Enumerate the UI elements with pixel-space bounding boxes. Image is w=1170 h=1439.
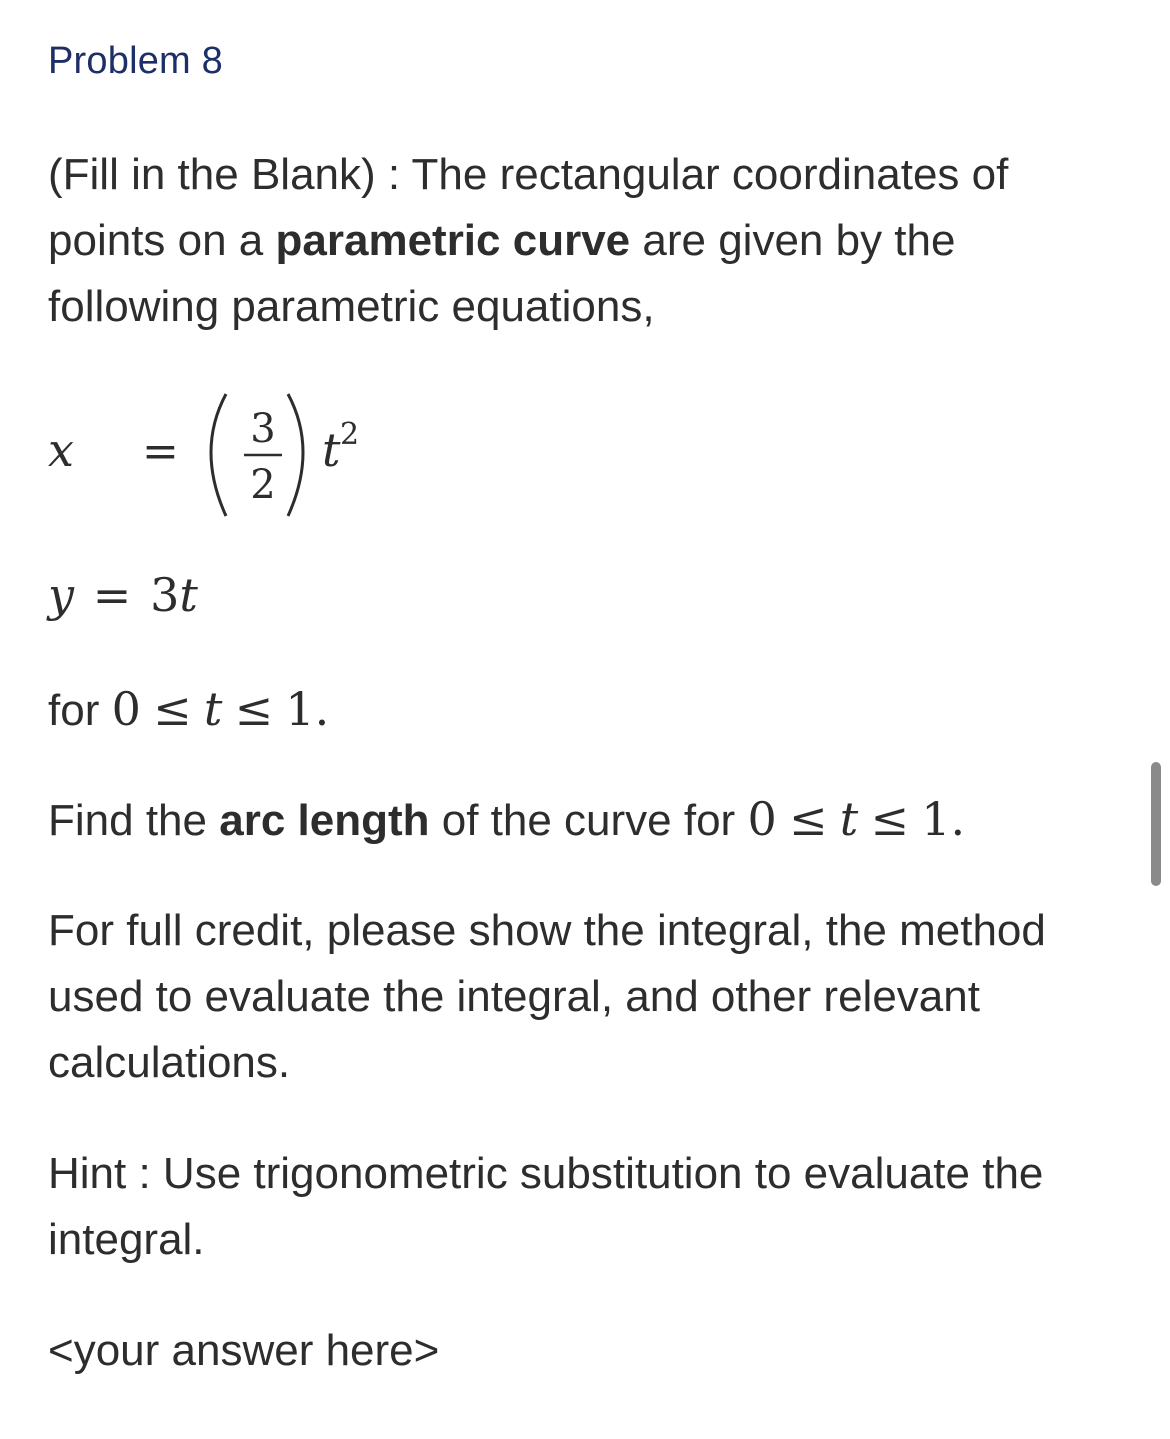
x-variable: x	[48, 423, 74, 477]
equation-x-svg	[48, 380, 448, 530]
y-t-variable: t	[179, 568, 198, 622]
range-leq-2: ≤	[234, 682, 274, 736]
range-upper: 1	[285, 682, 315, 736]
y-variable: y	[48, 568, 74, 622]
range-leq-1: ≤	[153, 682, 192, 736]
hint-paragraph: Hint : Use trigonometric substitution to evaluate the integral.	[48, 1149, 1044, 1264]
x-equals-sign: =	[142, 426, 179, 477]
intro-paragraph	[48, 142, 1118, 340]
task-leq-2: ≤	[870, 792, 910, 846]
fraction-numerator: 3	[250, 406, 276, 452]
range-variable: t	[203, 682, 223, 736]
task-lower: 0	[747, 792, 777, 846]
scrollbar-thumb[interactable]	[1151, 762, 1161, 886]
task-middle: of the curve for	[429, 796, 748, 845]
range-prefix: for	[48, 686, 112, 735]
task-leq-1: ≤	[788, 792, 828, 846]
intro-text-suffix: are given by the following parametric equations,	[48, 216, 956, 331]
task-variable: t	[839, 792, 859, 846]
range-lower: 0	[111, 682, 141, 736]
equation-y	[48, 568, 198, 622]
task-end: .	[950, 792, 966, 846]
y-coefficient: 3	[150, 568, 180, 622]
task-line	[48, 786, 1118, 854]
left-paren	[211, 394, 226, 516]
x-exponent: 2	[340, 417, 360, 452]
intro-text-prefix: (Fill in the Blank) : The rectangular coordinates of points on a	[48, 150, 1009, 265]
x-t-variable: t	[322, 423, 341, 477]
range-line	[48, 676, 1118, 744]
answer-field[interactable]: <your answer here>	[48, 1326, 440, 1375]
fraction-denominator: 2	[250, 462, 276, 508]
equation-x	[48, 380, 448, 530]
problem-title: Problem 8	[48, 40, 223, 82]
range-end: .	[314, 682, 330, 736]
right-paren	[288, 394, 303, 516]
task-prefix: Find the	[48, 796, 220, 845]
credit-paragraph: For full credit, please show the integral, the method used to evaluate the integral, and other relevant calculations.	[48, 906, 1046, 1087]
y-equals-sign: =	[92, 568, 132, 622]
task-bold-term: arc length	[219, 796, 430, 845]
task-upper: 1	[921, 792, 951, 846]
intro-bold-term: parametric curve	[275, 216, 631, 265]
